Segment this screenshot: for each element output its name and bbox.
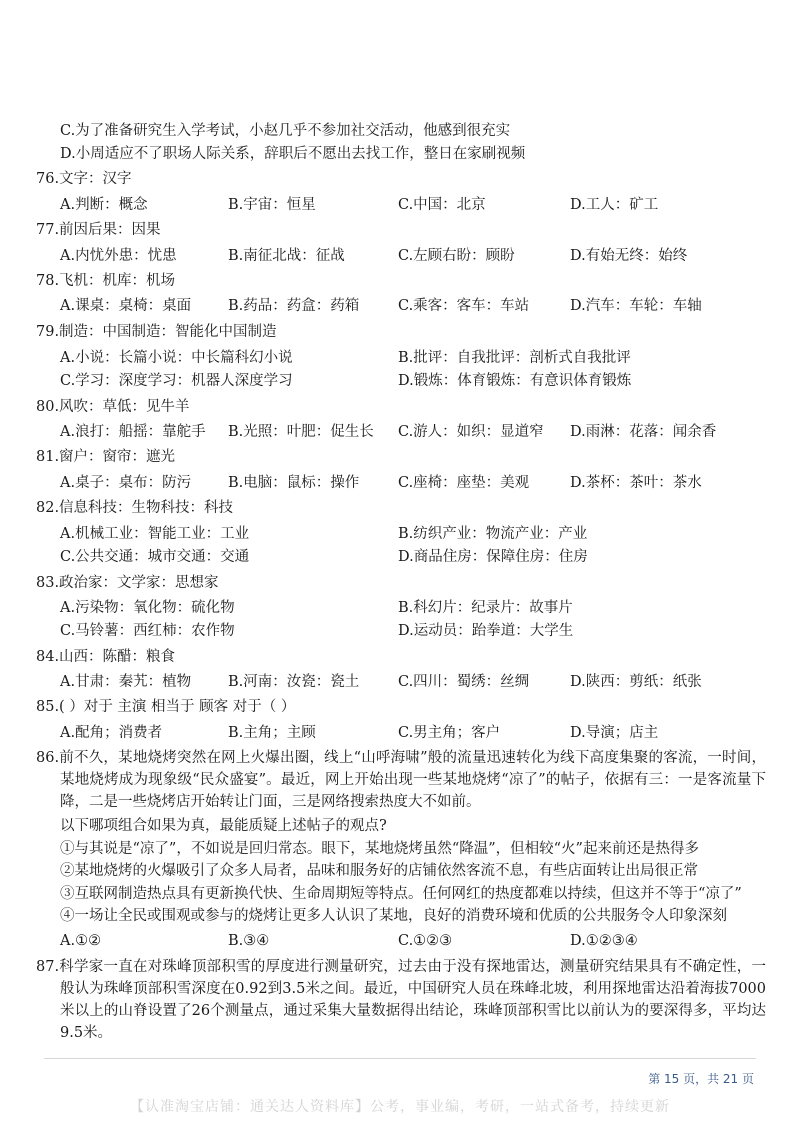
question-83-option-d: D.运动员：跆拳道：大学生 [398, 623, 574, 639]
question-78-stem: 78.飞机：机库：机场 [36, 273, 176, 289]
question-77-option-c: C.左顾右盼：顾盼 [398, 248, 515, 264]
question-80-option-d: D.雨淋：花落：闻余香 [570, 424, 717, 440]
question-80-option-c: C.游人：如织：显道窄 [398, 424, 544, 440]
question-84-stem: 84.山西：陈醋：粮食 [36, 649, 176, 665]
question-86-stem: 86.前不久，某地烧烤突然在网上火爆出圈，线上“山呼海啸”般的流量迅速转化为线下高度集聚的客流，一时间，某地烧烤成为现象级“民众盛宴”。最近，网上开始出现一些某地烧烤“凉了”的帖子，依据有三：一是客流量下降，二是一些烧烤店开始转让门面，三是网络搜索热度大不如前。 [36, 750, 766, 810]
prev-option-d: D.小周适应不了职场人际关系，辞职后不愿出去找工作，整日在家刷视频 [60, 146, 526, 162]
watermark-text: 【认准淘宝店铺：通关达人资料库】公考，事业编，考研，一站式备考，持续更新 [130, 1099, 670, 1115]
question-77-option-a: A.内忧外患：忧患 [60, 248, 177, 264]
question-81-option-c: C.座椅：座垫：美观 [398, 475, 530, 491]
question-84-option-b: B.河南：汝瓷：瓷土 [228, 674, 360, 690]
question-82-option-d: D.商品住房：保障住房：住房 [398, 549, 588, 565]
question-77-option-b: B.南征北战：征战 [228, 248, 345, 264]
question-76-option-a: A.判断：概念 [60, 197, 148, 213]
question-86-statement-4: ④一场让全民或围观或参与的烧烤让更多人认识了某地，良好的消费环境和优质的公共服务令人印象深刻 [60, 908, 727, 924]
question-85-option-c: C.男主角；客户 [398, 725, 501, 741]
question-86-option-c: C.①②③ [398, 933, 453, 949]
question-81-stem: 81.窗户：窗帘：遮光 [36, 449, 176, 465]
question-82-option-c: C.公共交通：城市交通：交通 [60, 549, 250, 565]
question-76-stem: 76.文字：汉字 [36, 171, 132, 187]
page-number: 第 15 页，共 21 页 [648, 1072, 754, 1086]
question-81-option-b: B.电脑：鼠标：操作 [228, 475, 360, 491]
question-78-option-d: D.汽车：车轮：车轴 [570, 298, 702, 314]
question-81-option-d: D.茶杯：茶叶：茶水 [570, 475, 702, 491]
question-78-option-a: A.课桌：桌椅：桌面 [60, 298, 192, 314]
question-86-statement-3: ③互联网制造热点具有更新换代快、生命周期短等特点。任何网红的热度都难以持续，但这并不等于“凉了” [60, 886, 742, 902]
question-84-option-d: D.陕西：剪纸：纸张 [570, 674, 702, 690]
prev-option-c: C.为了准备研究生入学考试，小赵几乎不参加社交活动，他感到很充实 [60, 123, 511, 139]
question-79-option-b: B.批评：自我批评：剖析式自我批评 [398, 350, 631, 366]
question-81-option-a: A.桌子：桌布：防污 [60, 475, 192, 491]
question-83-option-c: C.马铃薯：西红柿：农作物 [60, 623, 235, 639]
question-79-option-d: D.锻炼：体育锻炼：有意识体育锻炼 [398, 373, 632, 389]
question-82-stem: 82.信息科技：生物科技：科技 [36, 500, 234, 516]
question-77-option-d: D.有始无终：始终 [570, 248, 688, 264]
question-84-option-a: A.甘肃：秦艽：植物 [60, 674, 192, 690]
question-80-option-a: A.浪打：船摇：靠舵手 [60, 424, 206, 440]
question-80-stem: 80.风吹：草低：见牛羊 [36, 399, 190, 415]
question-76-option-d: D.工人：矿工 [570, 197, 659, 213]
question-83-stem: 83.政治家：文学家：思想家 [36, 575, 219, 591]
question-85-option-a: A.配角；消费者 [60, 725, 163, 741]
question-79-option-a: A.小说：长篇小说：中长篇科幻小说 [60, 350, 293, 366]
question-76-option-c: C.中国：北京 [398, 197, 486, 213]
question-78-option-c: C.乘客：客车：车站 [398, 298, 530, 314]
question-86-option-a: A.①② [60, 933, 102, 949]
question-85-option-b: B.主角；主顾 [228, 725, 316, 741]
question-83-option-b: B.科幻片：纪录片：故事片 [398, 600, 573, 616]
question-85-stem: 85.( ）对于 主演 相当于 顾客 对于（ ） [36, 699, 296, 715]
question-83-option-a: A.污染物：氧化物：硫化物 [60, 600, 235, 616]
question-77-stem: 77.前因后果：因果 [36, 222, 161, 238]
footer-divider [44, 1058, 756, 1059]
question-76-option-b: B.宇宙：恒星 [228, 197, 316, 213]
question-82-option-a: A.机械工业：智能工业：工业 [60, 526, 250, 542]
question-79-option-c: C.学习：深度学习：机器人深度学习 [60, 373, 293, 389]
question-78-option-b: B.药品：药盒：药箱 [228, 298, 360, 314]
question-86-option-d: D.①②③④ [570, 933, 638, 949]
question-86-option-b: B.③④ [228, 933, 270, 949]
question-79-stem: 79.制造：中国制造：智能化中国制造 [36, 324, 277, 340]
question-87-stem: 87.科学家一直在对珠峰顶部积雪的厚度进行测量研究，过去由于没有探地雷达，测量研究结果具有不确定性，一般认为珠峰顶部积雪深度在0.92到3.5米之间。最近，中国研究人员在珠峰北坡，利用探地雷达沿着海拔7000米以上的山脊设置了26个测量点，通过采集大量数据得出结论，珠峰顶部积雪比以前认为的要深得多，平均达9.5米。 [36, 959, 766, 1041]
question-84-option-c: C.四川：蜀绣：丝绸 [398, 674, 530, 690]
question-86-statement-2: ②某地烧烤的火爆吸引了众多人局者，品味和服务好的店铺依然客流不息，有些店面转让出局很正常 [60, 863, 698, 879]
question-86-statement-1: ①与其说是“凉了”，不如说是回归常态。眼下，某地烧烤虽然“降温”，但相较“火”起来前还是热得多 [60, 841, 699, 857]
question-86-prompt: 以下哪项组合如果为真，最能质疑上述帖子的观点? [60, 818, 387, 834]
question-85-option-d: D.导演；店主 [570, 725, 659, 741]
question-82-option-b: B.纺织产业：物流产业：产业 [398, 526, 588, 542]
question-80-option-b: B.光照：叶肥：促生长 [228, 424, 374, 440]
